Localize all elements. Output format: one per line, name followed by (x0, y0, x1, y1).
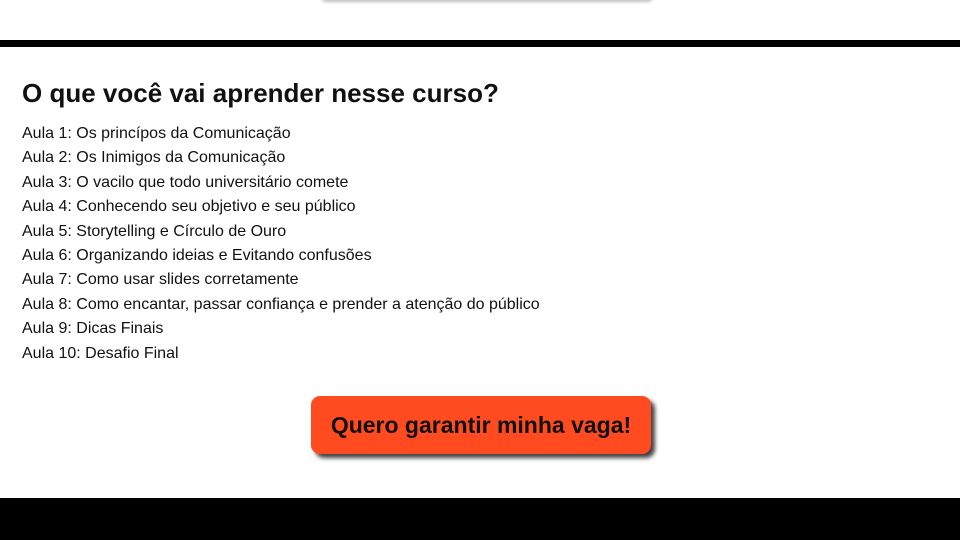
lesson-item: Aula 6: Organizando ideias e Evitando confusões (22, 247, 372, 265)
lesson-item: Aula 1: Os princípos da Comunicação (22, 125, 291, 142)
lesson-item: Aula 8: Como encantar, passar confiança e prender a atenção do público (22, 295, 540, 313)
lesson-title: Organizando ideias e Evitando confusões (76, 247, 372, 265)
lesson-title: Dicas Finais (76, 320, 164, 338)
lesson-label: Aula 7 (22, 271, 68, 289)
lesson-label: Aula 1 (22, 125, 68, 142)
section-heading: O que você vai aprender nesse curso? (22, 78, 499, 108)
lesson-label: Aula 4 (22, 198, 68, 216)
lesson-item: Aula 7: Como usar slides corretamente (22, 271, 299, 289)
lesson-item: Aula 5: Storytelling e Círculo de Ouro (22, 222, 287, 240)
lesson-item: Aula 2: Os Inimigos da Comunicação (22, 149, 286, 167)
lesson-label: Aula 8 (22, 295, 68, 313)
lesson-label: Aula 2 (22, 149, 68, 167)
lesson-title: Como usar slides corretamente (76, 271, 299, 289)
lesson-title: Storytelling e Círculo de Ouro (76, 222, 287, 240)
lesson-title: Desafio Final (85, 344, 179, 362)
lesson-item: Aula 3: O vacilo que todo universitário comete (22, 173, 349, 191)
lesson-item: Aula 9: Dicas Finais (22, 320, 164, 338)
section-divider (0, 40, 960, 47)
lesson-title: Como encantar, passar confiança e prender a atenção do público (76, 295, 540, 313)
course-content-section (22, 76, 922, 366)
lesson-item: Aula 10: Desafio Final (22, 344, 179, 362)
footer-bar (0, 498, 960, 540)
lesson-label: Aula 3 (22, 173, 68, 191)
lesson-label: Aula 6 (22, 247, 68, 265)
lesson-label: Aula 9 (22, 320, 68, 338)
enroll-button[interactable]: Quero garantir minha vaga! (311, 396, 651, 454)
lesson-label: Aula 5 (22, 222, 68, 240)
lesson-label: Aula 10 (22, 344, 77, 362)
lesson-list (22, 122, 922, 366)
lesson-item: Aula 4: Conhecendo seu objetivo e seu público (22, 198, 356, 216)
lesson-title: Conhecendo seu objetivo e seu público (76, 198, 356, 216)
lesson-title: Os Inimigos da Comunicação (76, 149, 286, 167)
lesson-title: Os princípos da Comunicação (76, 125, 291, 142)
lesson-title: O vacilo que todo universitário comete (76, 173, 349, 191)
